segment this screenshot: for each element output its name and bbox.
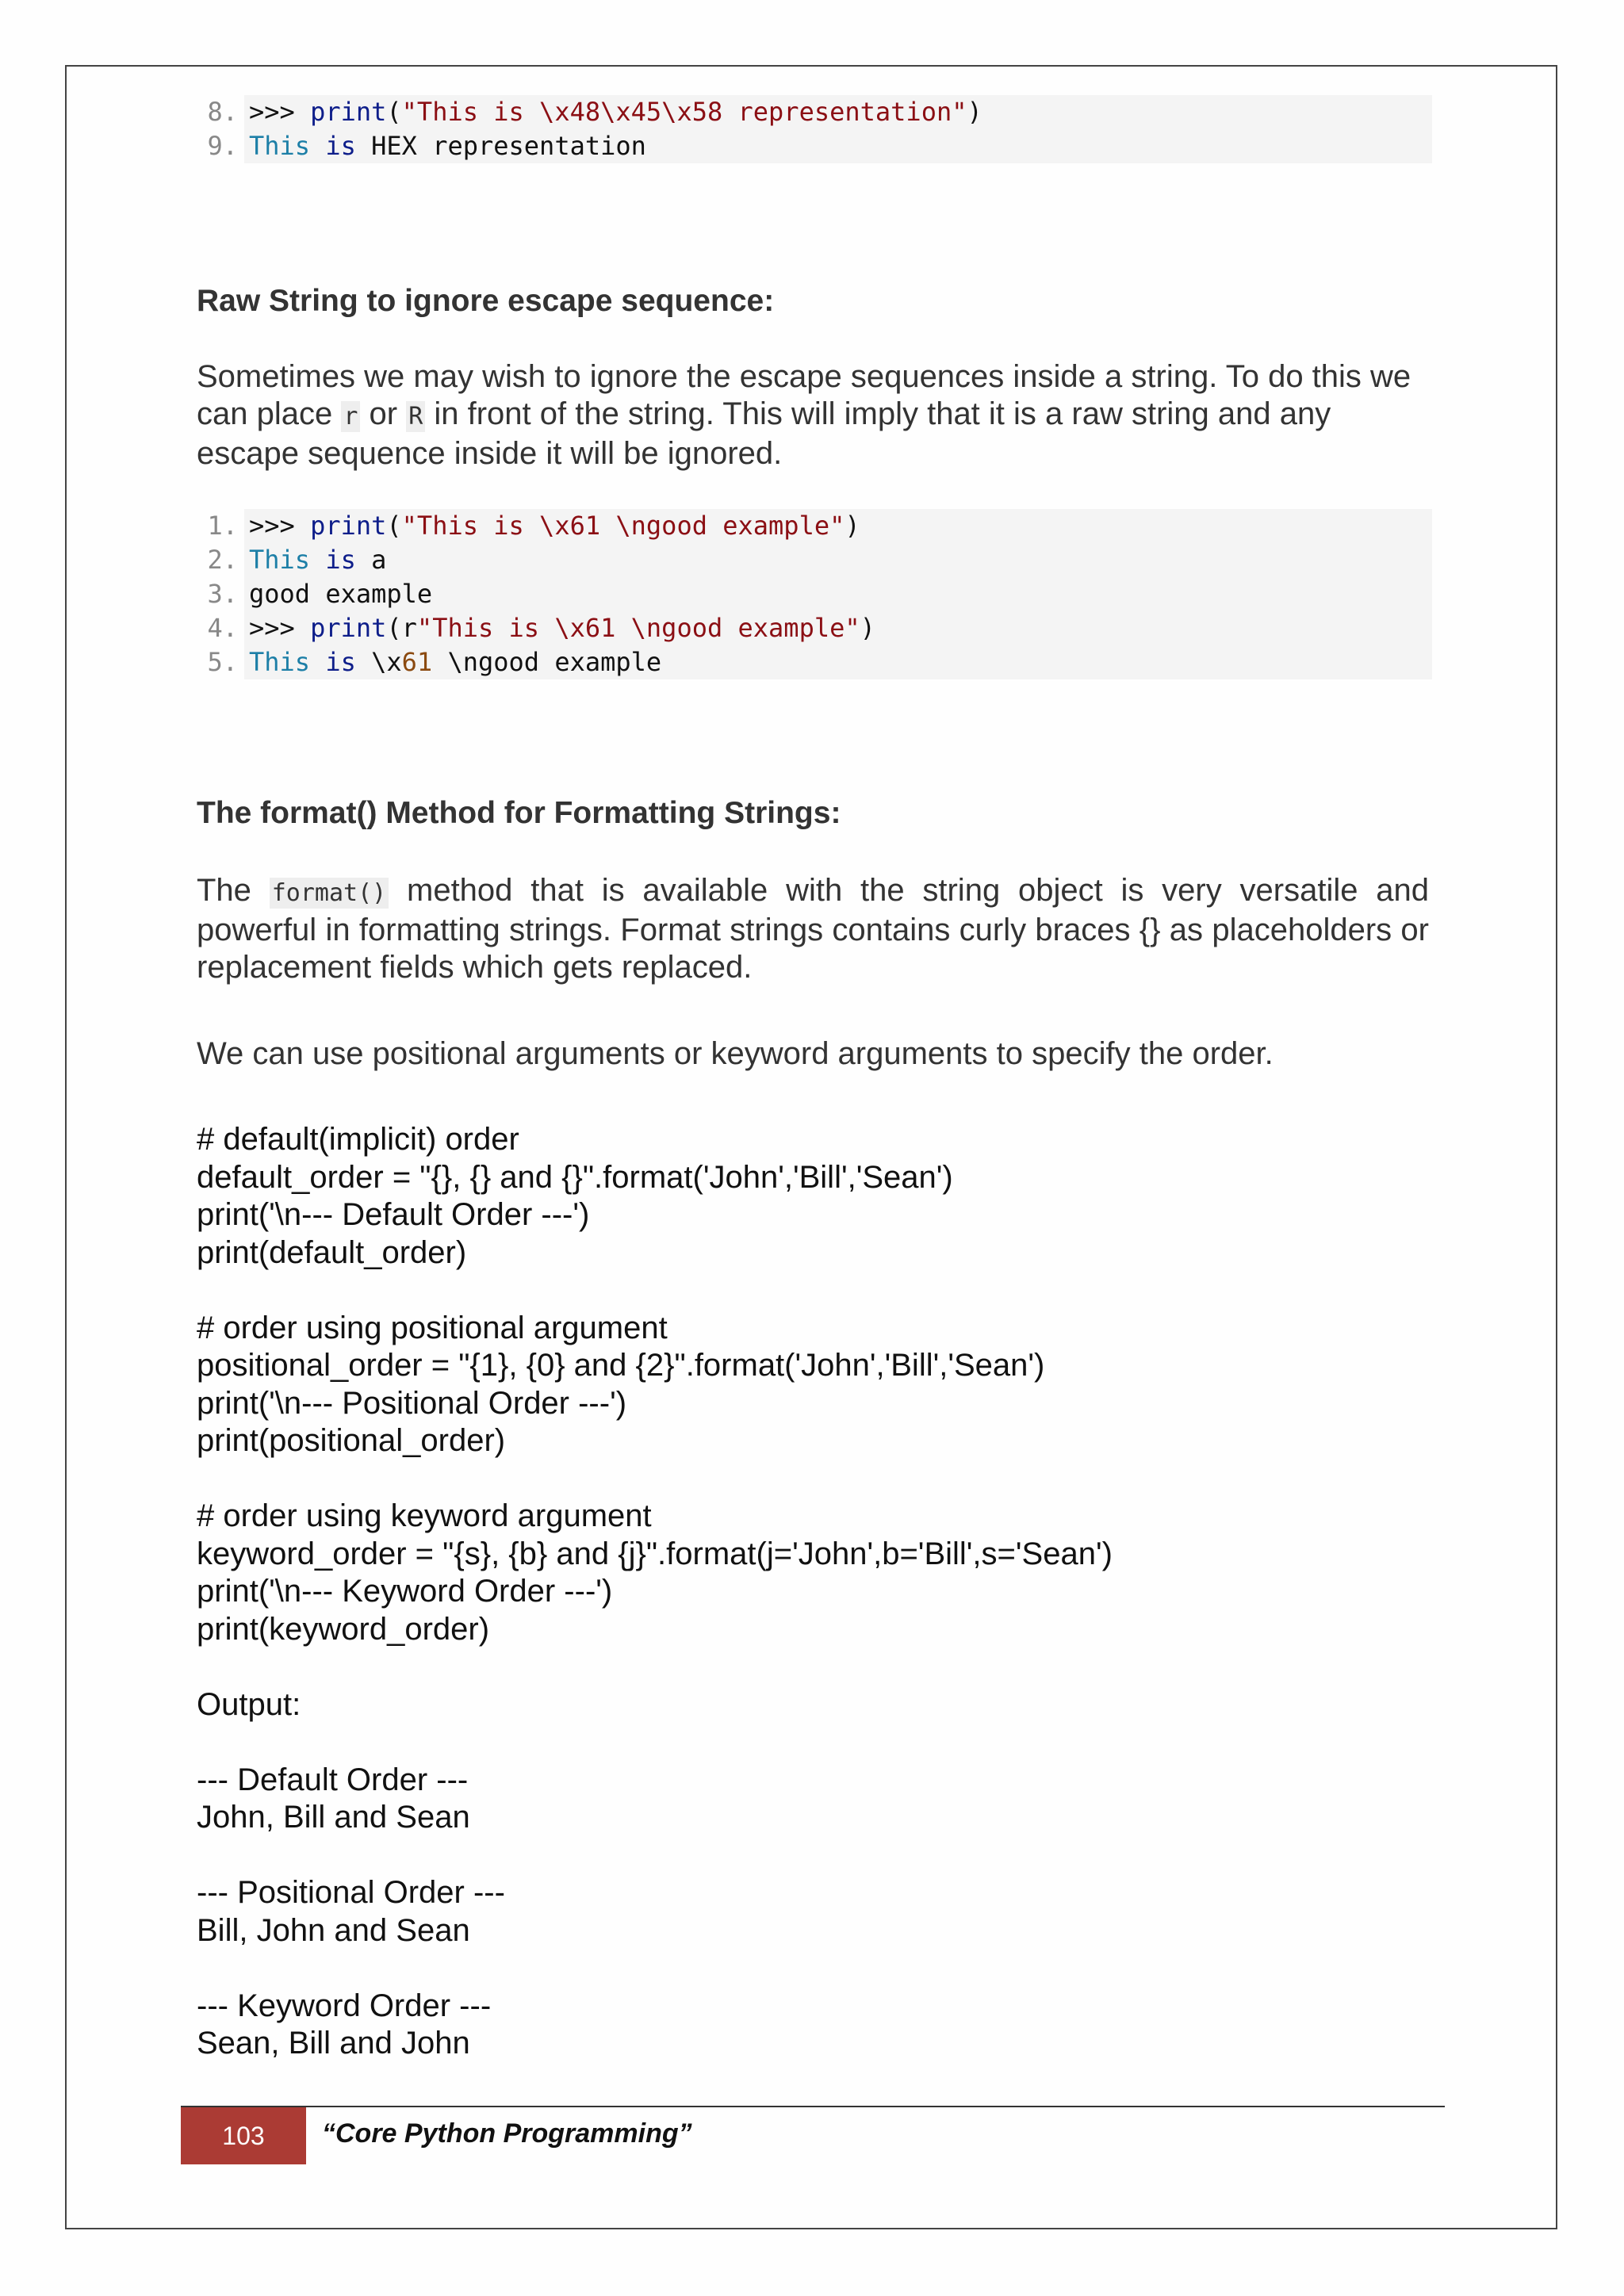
code-text: [244, 543, 386, 577]
code-token: >>>: [249, 97, 311, 127]
code-text: [244, 577, 432, 611]
code-token: is: [325, 545, 356, 575]
code-token: This: [249, 131, 311, 161]
code-text: [244, 611, 875, 645]
code-line: [184, 95, 1432, 129]
code-block-raw-string: [184, 509, 1432, 679]
code-token: (: [386, 511, 402, 541]
code-line: [184, 645, 1432, 679]
code-token: (: [386, 97, 402, 127]
example-line: print('\n--- Default Order ---'): [197, 1197, 590, 1232]
example-line: [197, 1724, 1113, 1762]
code-token: ): [860, 613, 875, 643]
example-line: print(default_order): [197, 1234, 467, 1270]
example-line: # order using positional argument: [197, 1310, 668, 1345]
example-line: [197, 1648, 1113, 1686]
code-token: This: [249, 545, 311, 575]
example-line: # default(implicit) order: [197, 1122, 519, 1157]
code-token: [310, 131, 325, 161]
code-token: "This is \x48\x45\x58 representation": [401, 97, 967, 127]
paragraph-text: in front of the string. This will imply that it is a raw string and any escape sequence inside it will be ignored.: [197, 396, 1331, 471]
line-number: 9.: [184, 129, 244, 163]
inline-code-R: R: [406, 401, 425, 432]
code-token: good example: [249, 579, 433, 609]
code-text: [244, 95, 982, 129]
code-token: ): [845, 511, 860, 541]
footer-divider: [181, 2106, 1445, 2107]
heading-format-method: The format() Method for Formatting Strings:: [197, 796, 841, 830]
paragraph-text: Sometimes we may wish to ignore the escape sequences inside a string. To do this we can place: [197, 359, 1411, 431]
paragraph-raw-string: [197, 358, 1429, 473]
code-text: [244, 645, 661, 679]
code-token: is: [325, 647, 356, 677]
book-title: “Core Python Programming”: [322, 2118, 692, 2149]
paragraph-text: The: [197, 873, 270, 908]
code-token: HEX representation: [355, 131, 646, 161]
example-line: print('\n--- Keyword Order ---'): [197, 1574, 613, 1609]
format-examples: [197, 1121, 1113, 2063]
example-line: [197, 1460, 1113, 1498]
code-token: [310, 545, 325, 575]
example-line: --- Default Order ---: [197, 1762, 469, 1797]
example-line: Output:: [197, 1686, 301, 1722]
example-line: keyword_order = "{s}, {b} and {j}".format(j='John',b='Bill',s='Sean'): [197, 1536, 1113, 1571]
code-token: 61: [401, 647, 433, 677]
example-line: [197, 1272, 1113, 1310]
example-line: Bill, John and Sean: [197, 1912, 470, 1948]
code-token: >>>: [249, 511, 311, 541]
line-number: 5.: [184, 645, 244, 679]
code-token: "This is \x61 \ngood example": [416, 613, 860, 643]
example-line: print(positional_order): [197, 1423, 506, 1458]
code-token: (r: [386, 613, 417, 643]
example-line: [197, 1950, 1113, 1988]
page-number: 103: [222, 2121, 265, 2150]
example-line: default_order = "{}, {} and {}".format('John','Bill','Sean'): [197, 1159, 953, 1195]
line-number: 2.: [184, 543, 244, 577]
line-number: 3.: [184, 577, 244, 611]
line-number: 4.: [184, 611, 244, 645]
example-line: --- Keyword Order ---: [197, 1988, 492, 2023]
code-token: \x: [355, 647, 402, 677]
code-token: "This is \x61 \ngood example": [401, 511, 845, 541]
code-token: print: [310, 97, 387, 127]
example-line: print(keyword_order): [197, 1611, 490, 1647]
example-line: John, Bill and Sean: [197, 1800, 470, 1835]
code-token: print: [310, 613, 387, 643]
code-token: is: [325, 131, 356, 161]
code-text: [244, 509, 860, 543]
code-token: \ngood example: [432, 647, 662, 677]
code-token: [310, 647, 325, 677]
example-line: # order using keyword argument: [197, 1498, 652, 1533]
code-line: [184, 129, 1432, 163]
paragraph-text: or: [360, 396, 407, 431]
paragraph-format-method: [197, 872, 1429, 986]
inline-code-format: format(): [270, 878, 389, 909]
heading-raw-string: Raw String to ignore escape sequence:: [197, 284, 775, 318]
line-number: 8.: [184, 95, 244, 129]
code-token: a: [355, 545, 387, 575]
line-number: 1.: [184, 509, 244, 543]
inline-code-r: r: [341, 401, 360, 432]
code-token: ): [967, 97, 982, 127]
code-block-hex: [184, 95, 1432, 163]
example-line: positional_order = "{1}, {0} and {2}".format('John','Bill','Sean'): [197, 1348, 1045, 1383]
code-line: [184, 543, 1432, 577]
code-token: This: [249, 647, 311, 677]
code-token: print: [310, 511, 387, 541]
example-line: Sean, Bill and John: [197, 2026, 470, 2061]
paragraph-positional-keyword: We can use positional arguments or keyword arguments to specify the order.: [197, 1036, 1274, 1071]
example-line: --- Positional Order ---: [197, 1875, 505, 1910]
example-line: print('\n--- Positional Order ---'): [197, 1385, 627, 1421]
code-line: [184, 611, 1432, 645]
code-text: [244, 129, 646, 163]
code-line: [184, 577, 1432, 611]
page-number-box: [181, 2107, 306, 2164]
code-token: >>>: [249, 613, 311, 643]
paragraph-text: method that is available with the string object is very versatile and powerful in formatting strings. Format strings contains curly braces {} as placeholders or replacement fields which gets replaced.: [197, 873, 1429, 985]
code-line: [184, 509, 1432, 543]
example-line: [197, 1837, 1113, 1875]
